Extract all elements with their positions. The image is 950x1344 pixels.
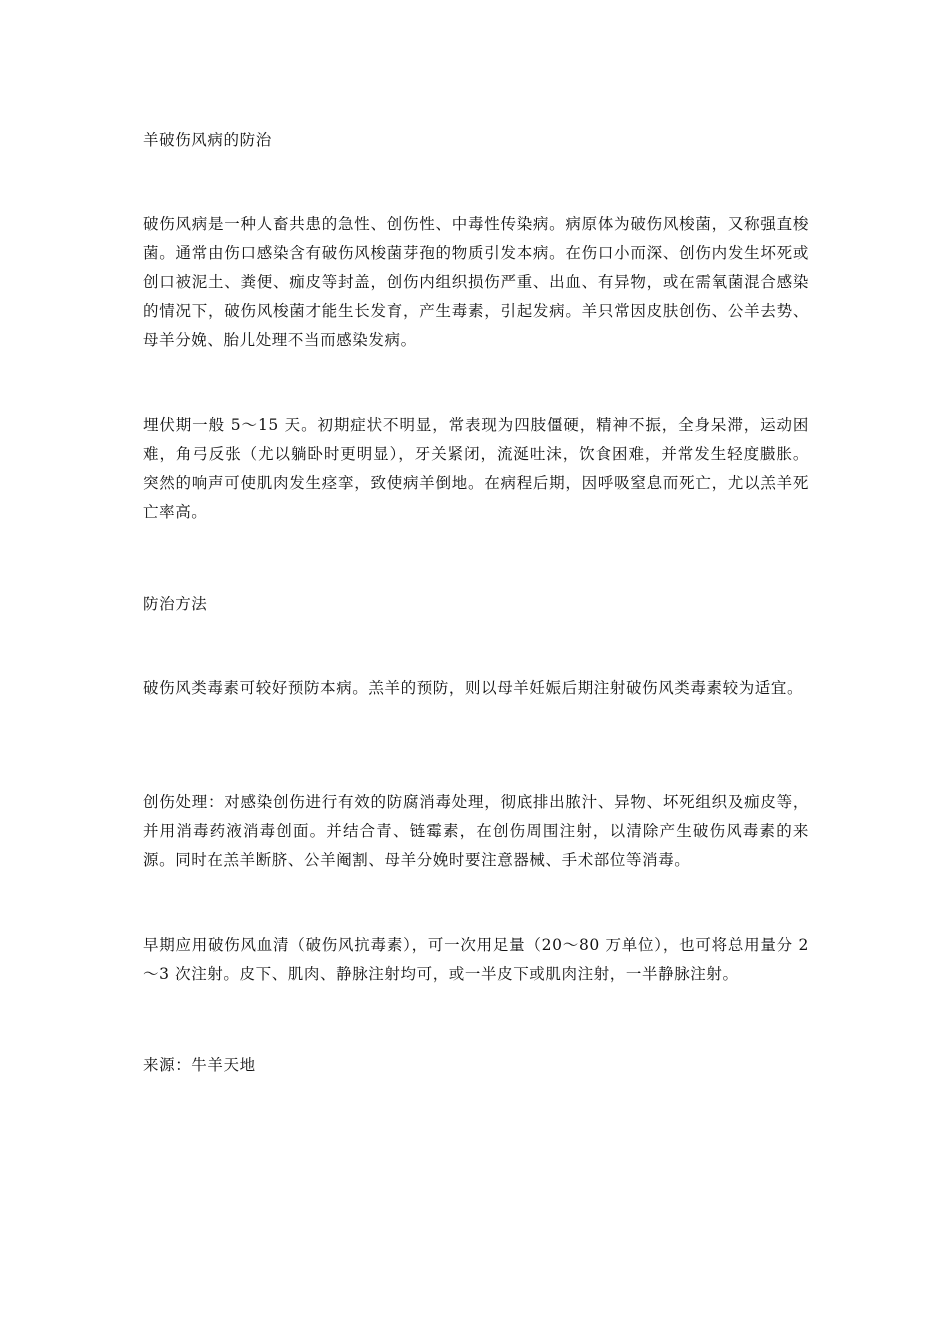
section-heading: 防治方法 [143, 595, 208, 613]
paragraph-wound-treatment: 创伤处理：对感染创伤进行有效的防腐消毒处理，彻底排出脓汁、异物、坏死组织及痂皮等，并用消毒药液消毒创面。并结合青、链霉素，在创伤周围注射，以清除产生破伤风毒素的来源。同时在羔羊断脐、公羊阉割、母羊分娩时要注意器械、手术部位等消毒。 [143, 793, 809, 869]
paragraph-serum-treatment: 早期应用破伤风血清（破伤风抗毒素），可一次用足量（20～80 万单位），也可将总用量分 2～3 次注射。皮下、肌肉、静脉注射均可，或一半皮下或肌肉注射，一半静脉注射。 [143, 936, 809, 983]
document-title: 羊破伤风病的防治 [143, 131, 272, 149]
paragraph-intro: 破伤风病是一种人畜共患的急性、创伤性、中毒性传染病。病原体为破伤风梭菌，又称强直梭菌。通常由伤口感染含有破伤风梭菌芽孢的物质引发本病。在伤口小而深、创伤内发生坏死或创口被泥土、粪便、痂皮等封盖，创伤内组织损伤严重、出血、有异物，或在需氧菌混合感染的情况下，破伤风梭菌才能生长发育，产生毒素，引起发病。羊只常因皮肤创伤、公羊去势、母羊分娩、胎儿处理不当而感染发病。 [143, 215, 809, 349]
source-line: 来源：牛羊天地 [143, 1056, 256, 1074]
paragraph-symptoms: 埋伏期一般 5～15 天。初期症状不明显，常表现为四肢僵硬，精神不振，全身呆滞，运动困难，角弓反张（尤以躺卧时更明显），牙关紧闭，流涎吐沫，饮食困难，并常发生轻度臌胀。突然的响声可使肌肉发生痉挛，致使病羊倒地。在病程后期，因呼吸窒息而死亡，尤以羔羊死亡率高。 [143, 416, 809, 521]
paragraph-prevention: 破伤风类毒素可较好预防本病。羔羊的预防，则以母羊妊娠后期注射破伤风类毒素较为适宜。 [143, 679, 804, 697]
